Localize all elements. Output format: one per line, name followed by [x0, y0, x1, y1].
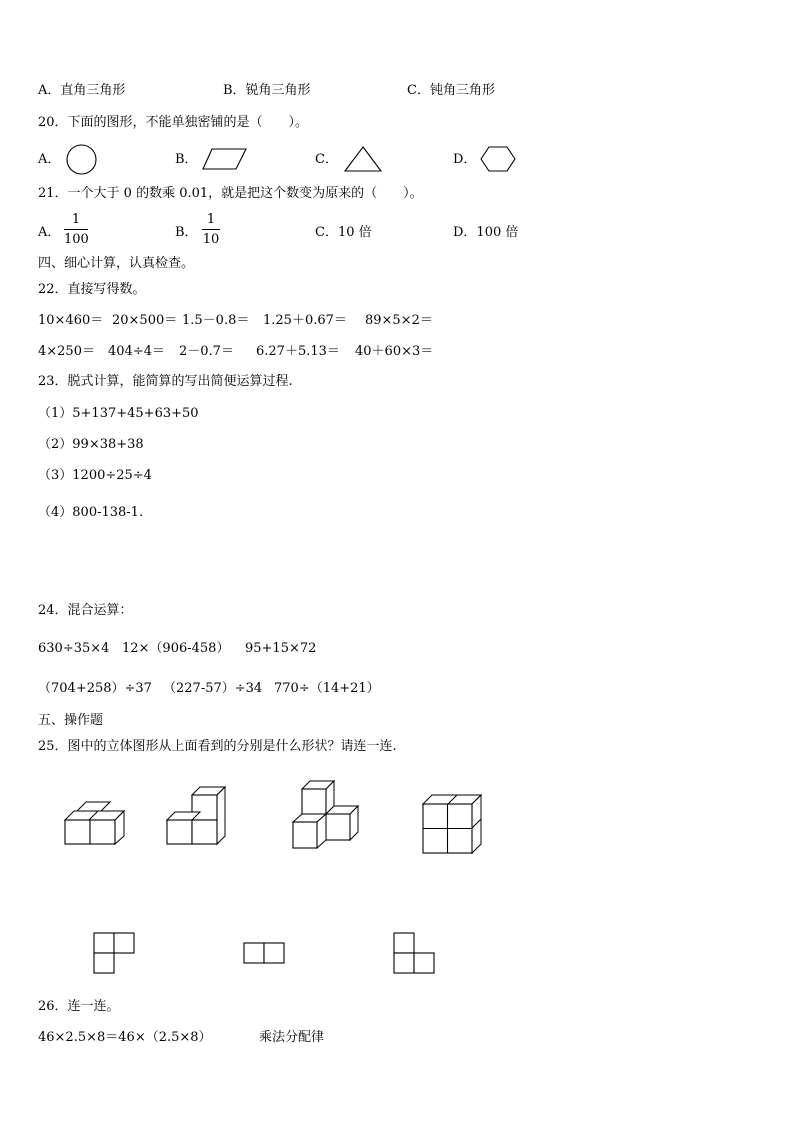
q23-item-3: （3）1200÷25÷4 — [38, 468, 152, 483]
q21-a-denominator: 100 — [64, 232, 89, 247]
q21-stem: 21．一个大于 0 的数乘 0.01，就是把这个数变为原来的（ ）。 — [38, 186, 423, 201]
q20-stem: 20．下面的图形，不能单独密铺的是（ ）。 — [38, 115, 309, 130]
q21-option-d: D．100 倍 — [453, 225, 519, 240]
q22-item: 40＋60×3＝ — [355, 344, 434, 359]
section4-heading: 四、细心计算，认真检查。 — [38, 256, 195, 271]
q26-stem: 26．连一连。 — [38, 999, 120, 1014]
q20-label-c: C． — [315, 152, 338, 167]
q21-label-b: B． — [175, 225, 198, 240]
q21-b-denominator: 10 — [202, 232, 220, 247]
q19-option-c: C．钝角三角形 — [407, 83, 495, 98]
q22-item: 10×460＝ — [38, 313, 104, 328]
q23-item-1: （1）5+137+45+63+50 — [38, 406, 199, 421]
q22-item: 1.25＋0.67＝ — [263, 313, 347, 328]
q24-item: 630÷35×4 — [38, 641, 110, 656]
q22-item: 6.27＋5.13＝ — [256, 344, 340, 359]
q21-b-numerator: 1 — [206, 212, 216, 227]
q24-stem: 24．混合运算： — [38, 603, 133, 618]
top-view-1 — [93, 932, 137, 976]
section5-heading: 五、操作题 — [38, 713, 104, 728]
q21-label-a: A． — [38, 225, 61, 240]
q24-item: 770÷（14+21） — [274, 681, 380, 696]
q26-right-item: 乘法分配律 — [259, 1030, 325, 1045]
q23-item-2: （2）99×38+38 — [38, 437, 144, 452]
q21-option-c: C．10 倍 — [315, 225, 372, 240]
triangle-icon — [344, 146, 384, 174]
q22-item: 4×250＝ — [38, 344, 95, 359]
q22-item: 89×5×2＝ — [365, 313, 433, 328]
q22-stem: 22．直接写得数。 — [38, 282, 146, 297]
q24-item: （227-57）÷34 — [163, 681, 263, 696]
solid-figure-2 — [164, 786, 230, 848]
q24-item: 95+15×72 — [245, 641, 317, 656]
circle-icon — [66, 144, 98, 176]
q19-option-b: B．锐角三角形 — [223, 83, 311, 98]
q22-item: 1.5－0.8＝ — [182, 313, 250, 328]
solid-figure-4 — [420, 792, 486, 858]
q21-fraction-b — [202, 212, 220, 247]
q22-item: 20×500＝ — [112, 313, 178, 328]
q24-item: （704+258）÷37 — [38, 681, 152, 696]
top-view-2 — [243, 942, 287, 966]
q20-label-a: A． — [38, 152, 61, 167]
q22-item: 2－0.7＝ — [179, 344, 234, 359]
q20-label-d: D． — [453, 152, 477, 167]
q22-item: 404÷4＝ — [108, 344, 165, 359]
q26-left-item: 46×2.5×8＝46×（2.5×8） — [38, 1030, 212, 1045]
q24-item: 12×（906-458） — [122, 641, 230, 656]
top-view-3 — [393, 932, 437, 976]
q21-a-numerator: 1 — [71, 212, 81, 227]
q19-option-a: A．直角三角形 — [38, 83, 126, 98]
solid-figure-1 — [62, 800, 132, 848]
parallelogram-icon — [202, 148, 248, 172]
q25-stem: 25．图中的立体图形从上面看到的分别是什么形状？请连一连. — [38, 739, 397, 754]
q20-label-b: B． — [175, 152, 198, 167]
q23-stem: 23．脱式计算，能简算的写出简便运算过程. — [38, 374, 293, 389]
solid-figure-3 — [290, 780, 362, 852]
q23-item-4: （4）800-138-1. — [38, 505, 144, 520]
hexagon-icon — [480, 146, 518, 174]
q21-fraction-a — [64, 212, 88, 247]
